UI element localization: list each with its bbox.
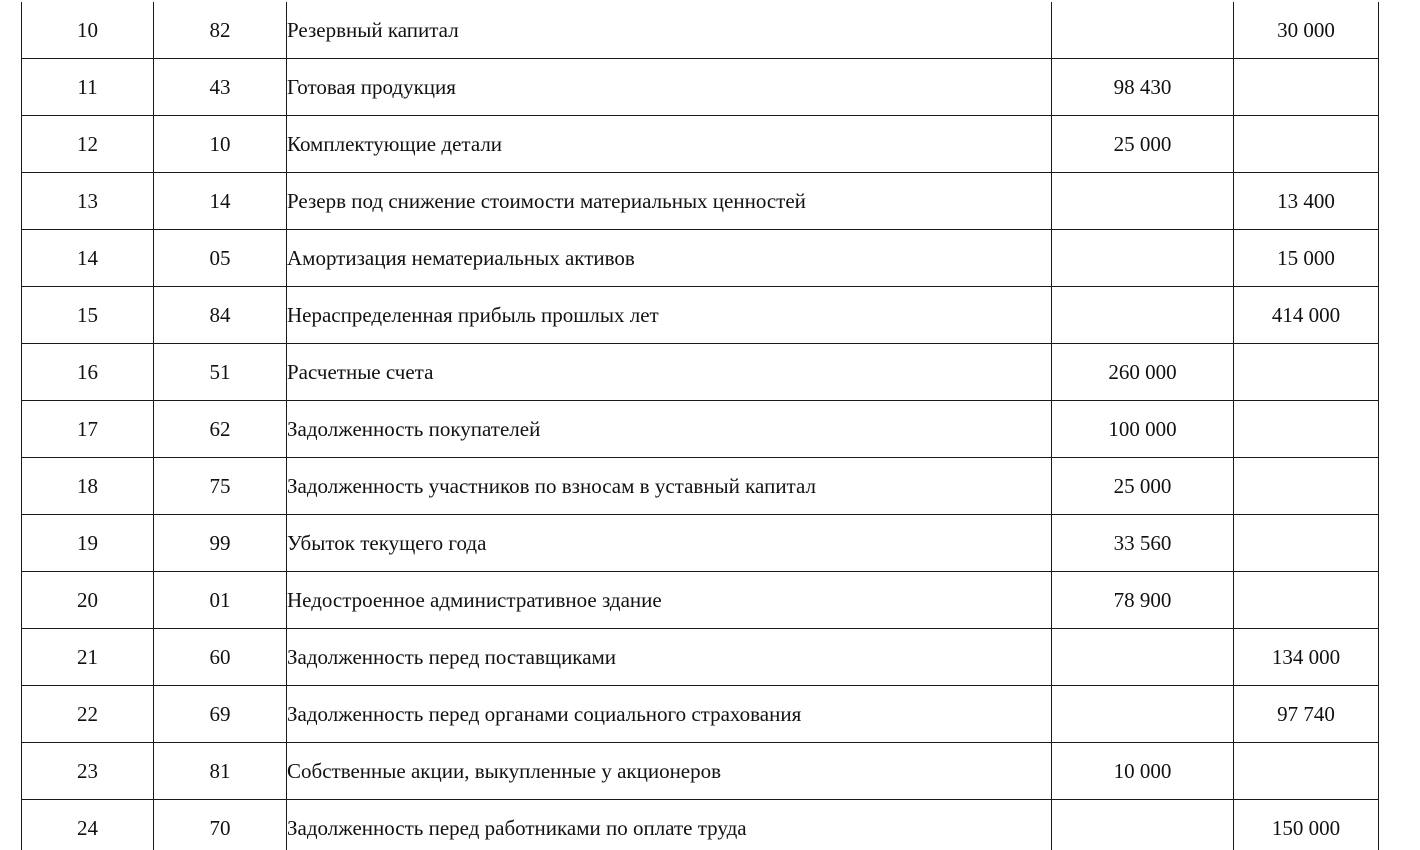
debit-amount-cell (1052, 2, 1234, 59)
account-code-cell: 99 (154, 515, 287, 572)
credit-amount-cell: 134 000 (1234, 629, 1379, 686)
table-row (22, 686, 1379, 743)
credit-amount-cell (1234, 59, 1379, 116)
item-name-cell: Готовая продукция (287, 59, 1052, 116)
debit-amount-cell (1052, 686, 1234, 743)
row-number-cell: 13 (22, 173, 154, 230)
table-row (22, 230, 1379, 287)
table-row (22, 287, 1379, 344)
debit-amount-cell (1052, 287, 1234, 344)
table-row (22, 572, 1379, 629)
item-name-cell: Амортизация нематериальных активов (287, 230, 1052, 287)
row-number-cell: 20 (22, 572, 154, 629)
accounts-table-body (22, 2, 1379, 850)
item-name-cell: Резерв под снижение стоимости материальных ценностей (287, 173, 1052, 230)
table-row (22, 59, 1379, 116)
account-code-cell: 60 (154, 629, 287, 686)
account-code-cell: 82 (154, 2, 287, 59)
debit-amount-cell (1052, 173, 1234, 230)
table-row (22, 2, 1379, 59)
row-number-cell: 16 (22, 344, 154, 401)
table-row (22, 116, 1379, 173)
account-code-cell: 05 (154, 230, 287, 287)
row-number-cell: 21 (22, 629, 154, 686)
item-name-cell: Убыток текущего года (287, 515, 1052, 572)
debit-amount-cell: 10 000 (1052, 743, 1234, 800)
table-row (22, 515, 1379, 572)
debit-amount-cell: 98 430 (1052, 59, 1234, 116)
account-code-cell: 51 (154, 344, 287, 401)
debit-amount-cell: 260 000 (1052, 344, 1234, 401)
accounts-table (21, 2, 1379, 850)
debit-amount-cell (1052, 230, 1234, 287)
credit-amount-cell (1234, 401, 1379, 458)
account-code-cell: 75 (154, 458, 287, 515)
row-number-cell: 23 (22, 743, 154, 800)
debit-amount-cell: 33 560 (1052, 515, 1234, 572)
row-number-cell: 22 (22, 686, 154, 743)
credit-amount-cell (1234, 344, 1379, 401)
item-name-cell: Резервный капитал (287, 2, 1052, 59)
row-number-cell: 19 (22, 515, 154, 572)
credit-amount-cell: 13 400 (1234, 173, 1379, 230)
debit-amount-cell: 100 000 (1052, 401, 1234, 458)
credit-amount-cell: 150 000 (1234, 800, 1379, 850)
row-number-cell: 17 (22, 401, 154, 458)
row-number-cell: 10 (22, 2, 154, 59)
account-code-cell: 43 (154, 59, 287, 116)
credit-amount-cell (1234, 572, 1379, 629)
credit-amount-cell: 97 740 (1234, 686, 1379, 743)
table-row (22, 629, 1379, 686)
credit-amount-cell (1234, 458, 1379, 515)
debit-amount-cell (1052, 629, 1234, 686)
credit-amount-cell: 414 000 (1234, 287, 1379, 344)
credit-amount-cell (1234, 515, 1379, 572)
item-name-cell: Задолженность перед органами социального страхования (287, 686, 1052, 743)
debit-amount-cell: 78 900 (1052, 572, 1234, 629)
item-name-cell: Недостроенное административное здание (287, 572, 1052, 629)
table-row (22, 401, 1379, 458)
debit-amount-cell: 25 000 (1052, 116, 1234, 173)
item-name-cell: Собственные акции, выкупленные у акционеров (287, 743, 1052, 800)
table-row (22, 743, 1379, 800)
credit-amount-cell: 15 000 (1234, 230, 1379, 287)
account-code-cell: 10 (154, 116, 287, 173)
table-row (22, 173, 1379, 230)
account-code-cell: 70 (154, 800, 287, 850)
row-number-cell: 14 (22, 230, 154, 287)
row-number-cell: 24 (22, 800, 154, 850)
account-code-cell: 62 (154, 401, 287, 458)
account-code-cell: 84 (154, 287, 287, 344)
item-name-cell: Задолженность покупателей (287, 401, 1052, 458)
item-name-cell: Задолженность перед работниками по оплате труда (287, 800, 1052, 850)
row-number-cell: 11 (22, 59, 154, 116)
credit-amount-cell (1234, 116, 1379, 173)
debit-amount-cell: 25 000 (1052, 458, 1234, 515)
row-number-cell: 18 (22, 458, 154, 515)
table-row (22, 800, 1379, 850)
credit-amount-cell (1234, 743, 1379, 800)
table-row (22, 344, 1379, 401)
account-code-cell: 14 (154, 173, 287, 230)
debit-amount-cell (1052, 800, 1234, 850)
item-name-cell: Расчетные счета (287, 344, 1052, 401)
row-number-cell: 12 (22, 116, 154, 173)
item-name-cell: Задолженность перед поставщиками (287, 629, 1052, 686)
account-code-cell: 01 (154, 572, 287, 629)
account-code-cell: 69 (154, 686, 287, 743)
item-name-cell: Комплектующие детали (287, 116, 1052, 173)
credit-amount-cell: 30 000 (1234, 2, 1379, 59)
row-number-cell: 15 (22, 287, 154, 344)
table-row (22, 458, 1379, 515)
item-name-cell: Задолженность участников по взносам в уставный капитал (287, 458, 1052, 515)
account-code-cell: 81 (154, 743, 287, 800)
item-name-cell: Нераспределенная прибыль прошлых лет (287, 287, 1052, 344)
